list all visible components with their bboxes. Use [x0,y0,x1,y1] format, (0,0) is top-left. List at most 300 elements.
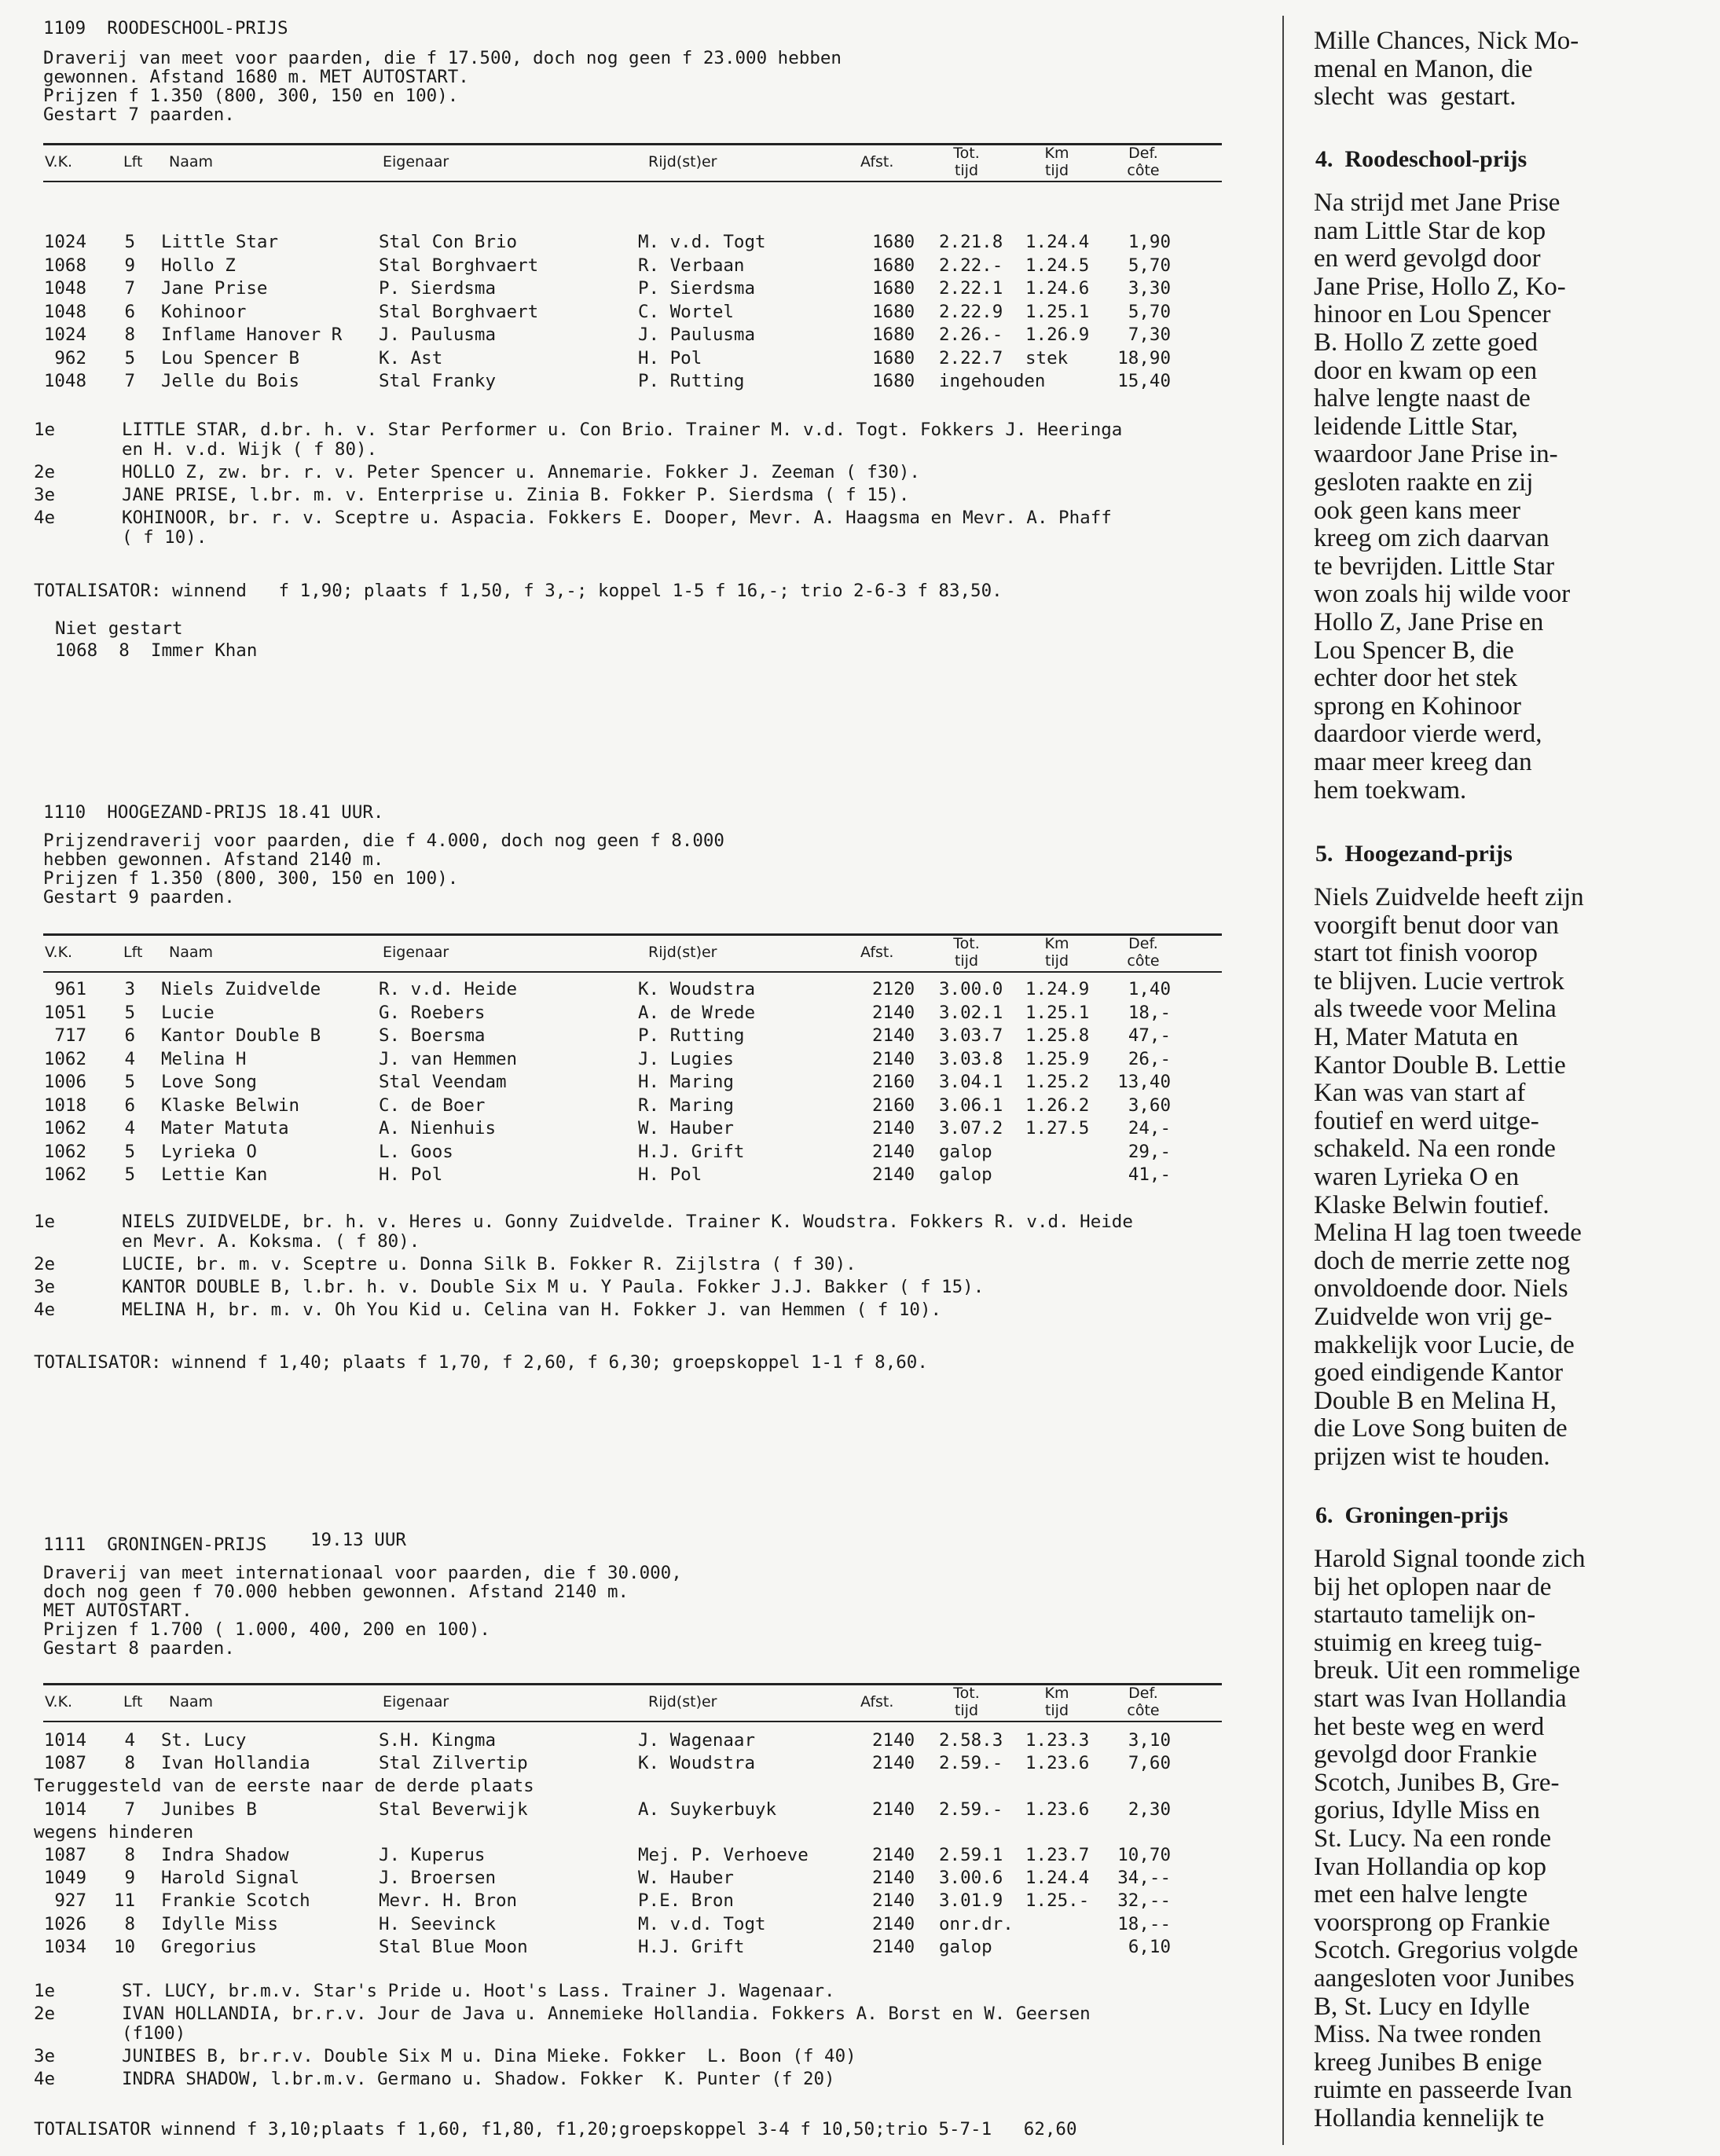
horse-age: 5 [124,347,135,368]
commentary-line: gevolgd door Frankie [1314,1740,1538,1769]
horse-owner: S. Boersma [379,1025,486,1046]
race-conditions-line: Prijzen f 1.350 (800, 300, 150 en 100). [43,86,459,106]
horse-owner: R. v.d. Heide [379,979,518,999]
commentary-line: Miss. Na twee ronden [1314,2020,1542,2049]
horse-age: 5 [124,1072,135,1092]
commentary-line: Klaske Belwin foutief. [1314,1190,1549,1219]
commentary-line: bij het oplopen naar de [1314,1572,1552,1601]
column-header: V.K. [45,153,73,170]
horse-vk: 1062 [43,1164,86,1185]
totalisator-line: TOTALISATOR: winnend f 1,40; plaats f 1,70, f 2,60, f 6,30; groepskoppel 1-1 f 8,60. [34,1352,928,1373]
commentary-line: doch de merrie zette nog [1314,1246,1571,1275]
horse-distance: 2140 [872,1164,915,1185]
horse-odds: 18,- [1128,1002,1171,1023]
placing-label: 1e [34,1212,56,1232]
placing-text: KOHINOOR, br. r. v. Sceptre u. Aspacia. Fokkers E. Dooper, Mevr. A. Haagsma en Mevr. A. Phaff [122,508,1112,528]
horse-name: Klaske Belwin [161,1094,300,1116]
horse-total-time: 2.21.8 [939,232,1003,252]
race-conditions-line: Prijzendraverij voor paarden, die f 4.000, doch nog geen f 8.000 [43,830,724,851]
commentary-line: Ivan Hollandia op kop [1314,1852,1547,1881]
race-conditions-line: MET AUTOSTART. [43,1600,193,1621]
table-row [43,1937,1222,1960]
commentary-line: Mille Chances, Nick Mo- [1314,27,1579,55]
horse-odds: 41,- [1128,1164,1171,1185]
horse-km-time: 1.25.- [1025,1890,1090,1912]
commentary-line: Melina H lag toen tweede [1314,1219,1582,1248]
horse-name: Inflame Hanover R [161,324,343,345]
horse-odds: 26,- [1128,1048,1171,1069]
commentary-line: Double B en Melina H, [1314,1386,1557,1415]
horse-total-time: 3.00.6 [939,1868,1003,1889]
horse-odds: 15,40 [1117,371,1171,391]
commentary-line: hinoor en Lou Spencer [1314,300,1551,329]
commentary-line: Lou Spencer B, die [1314,636,1514,665]
horse-driver: W. Hauber [638,1868,734,1889]
horse-odds: 29,- [1128,1141,1171,1162]
horse-driver: C. Wortel [638,301,734,322]
race-heading-time: 19.13 UUR [310,1530,406,1550]
horse-total-time: 2.59.- [939,1753,1003,1774]
horse-km-time: 1.24.9 [1025,979,1090,999]
race-conditions-line: Gestart 7 paarden. [43,104,235,125]
horse-owner: L. Goos [379,1141,453,1162]
column-header: V.K. [45,1693,73,1710]
horse-vk: 1048 [43,371,86,391]
commentary-line: stuimig en kreeg tuig- [1314,1628,1542,1657]
column-header: Afst. [860,944,894,961]
horse-name: Idylle Miss [161,1913,279,1934]
horse-odds: 3,10 [1128,1730,1171,1751]
table-row [43,1890,1222,1913]
horse-name: Ivan Hollandia [161,1753,310,1774]
horse-odds: 3,60 [1128,1094,1171,1116]
placing-text: LITTLE STAR, d.br. h. v. Star Performer u. Con Brio. Trainer M. v.d. Togt. Fokkers J. Heeringa [122,420,1123,440]
horse-owner: H. Pol [379,1164,443,1185]
horse-driver: J. Paulusma [638,324,756,345]
placing-label: 3e [34,2046,56,2066]
horse-driver: R. Maring [638,1094,734,1116]
horse-vk: 961 [54,979,86,999]
horse-driver: P. Sierdsma [638,278,756,299]
column-header [931,1685,1002,1719]
race-heading: 1110 HOOGEZAND-PRIJS 18.41 UUR. [43,802,384,823]
horse-name: Lou Spencer B [161,347,300,368]
horse-vk: 1006 [43,1072,86,1092]
commentary-line: echter door het stek [1314,664,1518,693]
commentary-line: het beste weg en werd [1314,1712,1545,1741]
commentary-line: als tweede voor Melina [1314,995,1557,1024]
horse-owner: J. Paulusma [379,324,497,345]
column-header: Naam [169,1693,214,1710]
horse-odds: 2,30 [1128,1798,1171,1820]
column-header: Rijd(st)er [648,153,717,170]
horse-name: Lucie [161,1002,215,1023]
totalisator-line: TOTALISATOR winnend f 3,10;plaats f 1,60, f1,80, f1,20;groepskoppel 3-4 f 10,50;trio 5-7-1 62,60 [34,2119,1077,2140]
column-header: Lft [123,944,143,961]
horse-odds: 6,10 [1128,1936,1171,1957]
placing-text: MELINA H, br. m. v. Oh You Kid u. Celina van H. Fokker J. van Hemmen ( f 10). [122,1300,942,1320]
horse-km-time: stek [1025,347,1069,368]
commentary-line: door en kwam op een [1314,356,1538,385]
horse-name: St. Lucy [161,1730,247,1751]
horse-km-time: 1.26.9 [1025,324,1090,345]
race-commentary-column [1314,0,1707,2156]
horse-age: 4 [124,1730,135,1751]
horse-distance: 2140 [872,1798,915,1820]
placing-label: 3e [34,1277,56,1297]
commentary-line: goed eindigende Kantor [1314,1358,1564,1388]
table-row [43,1799,1222,1822]
horse-vk: 1026 [43,1913,86,1934]
horse-name: Kohinoor [161,301,247,322]
horse-odds: 47,- [1128,1025,1171,1046]
horse-age: 5 [124,1164,135,1185]
horse-driver: R. Verbaan [638,255,745,276]
horse-owner: J. Broersen [379,1868,497,1889]
horse-age: 8 [124,1753,135,1774]
horse-km-time: 1.23.6 [1025,1798,1090,1820]
horse-vk: 717 [54,1025,86,1046]
placing-text: (f100) [122,2023,186,2044]
commentary-line: halve lengte naast de [1314,384,1531,413]
placing-text: KANTOR DOUBLE B, l.br. h. v. Double Six M u. Y Paula. Fokker J.J. Bakker ( f 15). [122,1277,985,1297]
row-note: wegens hinderen [34,1821,194,1842]
column-header-line: Tot. [953,935,980,952]
horse-distance: 1680 [872,278,915,299]
horse-owner: Stal Veendam [379,1072,507,1092]
horse-odds: 34,-- [1117,1868,1171,1889]
horse-total-time: 2.59.- [939,1798,1003,1820]
horse-distance: 2140 [872,1730,915,1751]
horse-vk: 1062 [43,1048,86,1069]
column-header: Naam [169,944,214,961]
horse-total-time: ingehouden [939,371,1046,391]
race-conditions-line: Draverij van meet internationaal voor paarden, die f 30.000, [43,1563,682,1583]
horse-driver: K. Woudstra [638,1753,756,1774]
horse-name: Niels Zuidvelde [161,979,321,999]
horse-age: 8 [124,324,135,345]
horse-km-time: 1.27.5 [1025,1118,1090,1138]
horse-age: 8 [124,1845,135,1865]
horse-vk: 1087 [43,1845,86,1865]
horse-odds: 1,90 [1128,232,1171,252]
column-header-line: tijd [1044,952,1069,970]
horse-driver: H. Pol [638,1164,702,1185]
table-row [43,1753,1222,1776]
horse-name: Jelle du Bois [161,371,300,391]
horse-driver: H.J. Grift [638,1936,745,1957]
column-header-line: Km [1044,145,1069,162]
column-header-line: Tot. [953,145,980,162]
horse-vk: 1018 [43,1094,86,1116]
commentary-line: Hollandia kennelijk te [1314,2104,1545,2132]
horse-vk: 1014 [43,1730,86,1751]
horse-distance: 2140 [872,1868,915,1889]
commentary-line: won zoals hij wilde voor [1314,580,1571,609]
horse-odds: 10,70 [1117,1845,1171,1865]
horse-owner: J. van Hemmen [379,1048,518,1069]
horse-name: Lettie Kan [161,1164,268,1185]
horse-owner: K. Ast [379,347,443,368]
horse-name: Jane Prise [161,278,268,299]
horse-distance: 2160 [872,1094,915,1116]
horse-total-time: 3.07.2 [939,1118,1003,1138]
column-header [1108,1685,1179,1719]
placing-text: HOLLO Z, zw. br. r. v. Peter Spencer u. Annemarie. Fokker J. Zeeman ( f30). [122,462,920,482]
horse-age: 6 [124,1094,135,1116]
race-conditions-line: doch nog geen f 70.000 hebben gewonnen. Afstand 2140 m. [43,1582,629,1602]
horse-km-time: 1.25.1 [1025,1002,1090,1023]
horse-distance: 1680 [872,255,915,276]
placing-text: ( f 10). [122,527,207,548]
commentary-heading: 5. Hoogezand-prijs [1315,841,1513,867]
horse-odds: 3,30 [1128,278,1171,299]
horse-distance: 2140 [872,1025,915,1046]
not-started-line: 1068 8 Immer Khan [55,640,258,661]
horse-distance: 2140 [872,1913,915,1934]
column-header [1029,1685,1084,1719]
horse-distance: 2140 [872,1141,915,1162]
horse-age: 7 [124,1798,135,1820]
horse-owner: C. de Boer [379,1094,486,1116]
horse-vk: 927 [54,1890,86,1912]
placing-label: 1e [34,1981,56,2001]
horse-driver: P. Rutting [638,1025,745,1046]
horse-odds: 5,70 [1128,255,1171,276]
horse-total-time: galop [939,1936,992,1957]
horse-age: 11 [113,1890,135,1912]
commentary-line: gorius, Idylle Miss en [1314,1796,1540,1825]
horse-driver: A. de Wrede [638,1002,756,1023]
race-conditions-line: Prijzen f 1.350 (800, 300, 150 en 100). [43,868,459,889]
table-row [43,1914,1222,1937]
commentary-line: maar meer kreeg dan [1314,748,1532,776]
commentary-line: Na strijd met Jane Prise [1314,189,1560,217]
horse-distance: 2140 [872,1048,915,1069]
column-header: Rijd(st)er [648,944,717,961]
column-header: Rijd(st)er [648,1693,717,1710]
horse-km-time: 1.24.4 [1025,232,1090,252]
placing-text: LUCIE, br. m. v. Sceptre u. Donna Silk B. Fokker R. Zijlstra ( f 30). [122,1254,856,1274]
horse-distance: 1680 [872,371,915,391]
horse-name: Junibes B [161,1798,257,1820]
commentary-line: onvoldoende door. Niels [1314,1274,1568,1304]
commentary-line: voorgift benut door van [1314,911,1559,940]
horse-total-time: 2.22.7 [939,347,1003,368]
placing-label: 4e [34,508,56,528]
horse-owner: Mevr. H. Bron [379,1890,518,1912]
horse-name: Love Song [161,1072,257,1092]
commentary-line: met een halve lengte [1314,1880,1528,1909]
column-header-line: Def. [1128,935,1158,952]
horse-distance: 2140 [872,1118,915,1138]
placing-label: 2e [34,2004,56,2024]
commentary-line: B. Hollo Z zette goed [1314,328,1538,357]
horse-age: 5 [124,232,135,252]
horse-km-time: 1.25.1 [1025,301,1090,322]
commentary-line: start tot finish voorop [1314,939,1538,968]
horse-total-time: 2.22.9 [939,301,1003,322]
column-header: Eigenaar [383,153,449,170]
commentary-line: St. Lucy. Na een ronde [1314,1824,1552,1853]
horse-vk: 1049 [43,1868,86,1889]
column-header: Lft [123,153,143,170]
commentary-line: Harold Signal toonde zich [1314,1545,1586,1573]
commentary-line: kreeg Junibes B enige [1314,2048,1542,2077]
horse-age: 9 [124,1868,135,1889]
table-header [43,1683,1222,1722]
race-conditions-line: hebben gewonnen. Afstand 2140 m. [43,849,384,870]
row-note: Teruggesteld van de eerste naar de derde plaats [34,1776,534,1797]
column-header-line: Def. [1128,1685,1158,1702]
horse-driver: P.E. Bron [638,1890,734,1912]
horse-odds: 1,40 [1128,979,1171,999]
commentary-line: B, St. Lucy en Idylle [1314,1992,1530,2021]
horse-km-time: 1.25.2 [1025,1072,1090,1092]
horse-total-time: 3.01.9 [939,1890,1003,1912]
horse-owner: Stal Beverwijk [379,1798,528,1820]
placing-label: 2e [34,1254,56,1274]
horse-distance: 2140 [872,1845,915,1865]
commentary-line: makkelijk voor Lucie, de [1314,1330,1575,1359]
race-conditions-line: Gestart 9 paarden. [43,887,235,908]
horse-distance: 2140 [872,1890,915,1912]
placing-text: JUNIBES B, br.r.v. Double Six M u. Dina Mieke. Fokker L. Boon (f 40) [122,2046,856,2066]
horse-age: 4 [124,1118,135,1138]
commentary-line: Niels Zuidvelde heeft zijn [1314,883,1584,911]
horse-km-time: 1.25.8 [1025,1025,1090,1046]
placing-label: 2e [34,462,56,482]
commentary-line: gesloten raakte en zij [1314,468,1534,497]
horse-km-time: 1.26.2 [1025,1094,1090,1116]
commentary-line: waren Lyrieka O en [1314,1163,1520,1191]
placing-text: NIELS ZUIDVELDE, br. h. v. Heres u. Gonny Zuidvelde. Trainer K. Woudstra. Fokkers R. v.d. Heide [122,1212,1133,1232]
horse-distance: 2120 [872,979,915,999]
horse-total-time: 2.58.3 [939,1730,1003,1751]
table-row [43,1845,1222,1868]
commentary-line: Jane Prise, Hollo Z, Ko- [1314,272,1566,301]
horse-age: 5 [124,1141,135,1162]
column-divider [1282,16,1284,2145]
horse-owner: Stal Franky [379,371,497,391]
horse-age: 6 [124,301,135,322]
horse-owner: Stal Borghvaert [379,255,539,276]
commentary-line: kreeg om zich daarvan [1314,524,1549,553]
horse-owner: Stal Con Brio [379,232,518,252]
column-header-line: Km [1044,935,1069,952]
horse-total-time: 3.04.1 [939,1072,1003,1092]
horse-distance: 2140 [872,1002,915,1023]
horse-km-time: 1.25.9 [1025,1048,1090,1069]
column-header-line: tijd [1044,1702,1069,1719]
placing-text: en H. v.d. Wijk ( f 80). [122,439,378,460]
horse-driver: H. Maring [638,1072,734,1092]
horse-total-time: 2.59.1 [939,1845,1003,1865]
column-header: Afst. [860,153,894,170]
totalisator-line: TOTALISATOR: winnend f 1,90; plaats f 1,50, f 3,-; koppel 1-5 f 16,-; trio 2-6-3 f 83,50. [34,581,1003,601]
horse-vk: 1034 [43,1936,86,1957]
race-conditions-line: gewonnen. Afstand 1680 m. MET AUTOSTART. [43,67,469,87]
horse-owner: S.H. Kingma [379,1730,497,1751]
column-header: Lft [123,1693,143,1710]
horse-total-time: onr.dr. [939,1913,1014,1934]
horse-total-time: 2.22.- [939,255,1003,276]
commentary-line: hem toekwam. [1314,776,1467,805]
horse-driver: H.J. Grift [638,1141,745,1162]
column-header: V.K. [45,944,73,961]
commentary-heading: 6. Groningen-prijs [1315,1502,1509,1528]
horse-vk: 1087 [43,1753,86,1774]
commentary-line: Scotch. Gregorius volgde [1314,1936,1579,1965]
horse-age: 7 [124,278,135,299]
horse-vk: 1062 [43,1118,86,1138]
commentary-line: ruimte en passeerde Ivan [1314,2076,1572,2105]
horse-driver: K. Woudstra [638,979,756,999]
commentary-line: menal en Manon, die [1314,54,1533,83]
commentary-line: ook geen kans meer [1314,496,1520,525]
column-header-line: Km [1044,1685,1069,1702]
horse-total-time: 3.03.7 [939,1025,1003,1046]
horse-km-time: 1.23.7 [1025,1845,1090,1865]
commentary-line: Kan was van start af [1314,1079,1526,1108]
column-header-line: Def. [1128,145,1158,162]
column-header: Afst. [860,1693,894,1710]
horse-owner: Stal Zilvertip [379,1753,528,1774]
horse-driver: P. Rutting [638,371,745,391]
horse-odds: 5,70 [1128,301,1171,322]
commentary-line: die Love Song buiten de [1314,1414,1568,1443]
column-header-line: Tot. [953,1685,980,1702]
horse-name: Mater Matuta [161,1118,289,1138]
not-started-line: Niet gestart [55,618,183,639]
horse-driver: W. Hauber [638,1118,734,1138]
horse-distance: 2140 [872,1936,915,1957]
horse-vk: 962 [54,347,86,368]
commentary-line: te bevrijden. Little Star [1314,552,1555,581]
horse-odds: 24,- [1128,1118,1171,1138]
race-heading: 1109 ROODESCHOOL-PRIJS [43,18,288,38]
table-note-row [34,1776,1222,1798]
horse-total-time: galop [939,1141,992,1162]
column-header-line: côte [1127,1702,1160,1719]
commentary-line: H, Mater Matuta en [1314,1023,1519,1051]
horse-odds: 18,90 [1117,347,1171,368]
table-row [43,1730,1222,1753]
horse-vk: 1068 [43,255,86,276]
horse-distance: 2140 [872,1753,915,1774]
column-header: Eigenaar [383,1693,449,1710]
commentary-line: breuk. Uit een rommelige [1314,1656,1581,1685]
horse-driver: M. v.d. Togt [638,232,766,252]
horse-km-time: 1.24.5 [1025,255,1090,276]
horse-owner: A. Nienhuis [379,1118,497,1138]
table-row [43,1868,1222,1890]
horse-age: 7 [124,371,135,391]
horse-owner: G. Roebers [379,1002,486,1023]
horse-total-time: galop [939,1164,992,1185]
commentary-line: sprong en Kohinoor [1314,691,1521,720]
horse-age: 8 [124,1913,135,1934]
commentary-line: waardoor Jane Prise in- [1314,440,1558,469]
commentary-line: voorsprong op Frankie [1314,1908,1550,1937]
horse-vk: 1024 [43,324,86,345]
horse-total-time: 3.06.1 [939,1094,1003,1116]
horse-owner: P. Sierdsma [379,278,497,299]
horse-age: 5 [124,1002,135,1023]
horse-name: Gregorius [161,1936,257,1957]
race-conditions-line: Draverij van meet voor paarden, die f 17.500, doch nog geen f 23.000 hebben [43,48,842,68]
race-conditions-line: Gestart 8 paarden. [43,1638,235,1659]
